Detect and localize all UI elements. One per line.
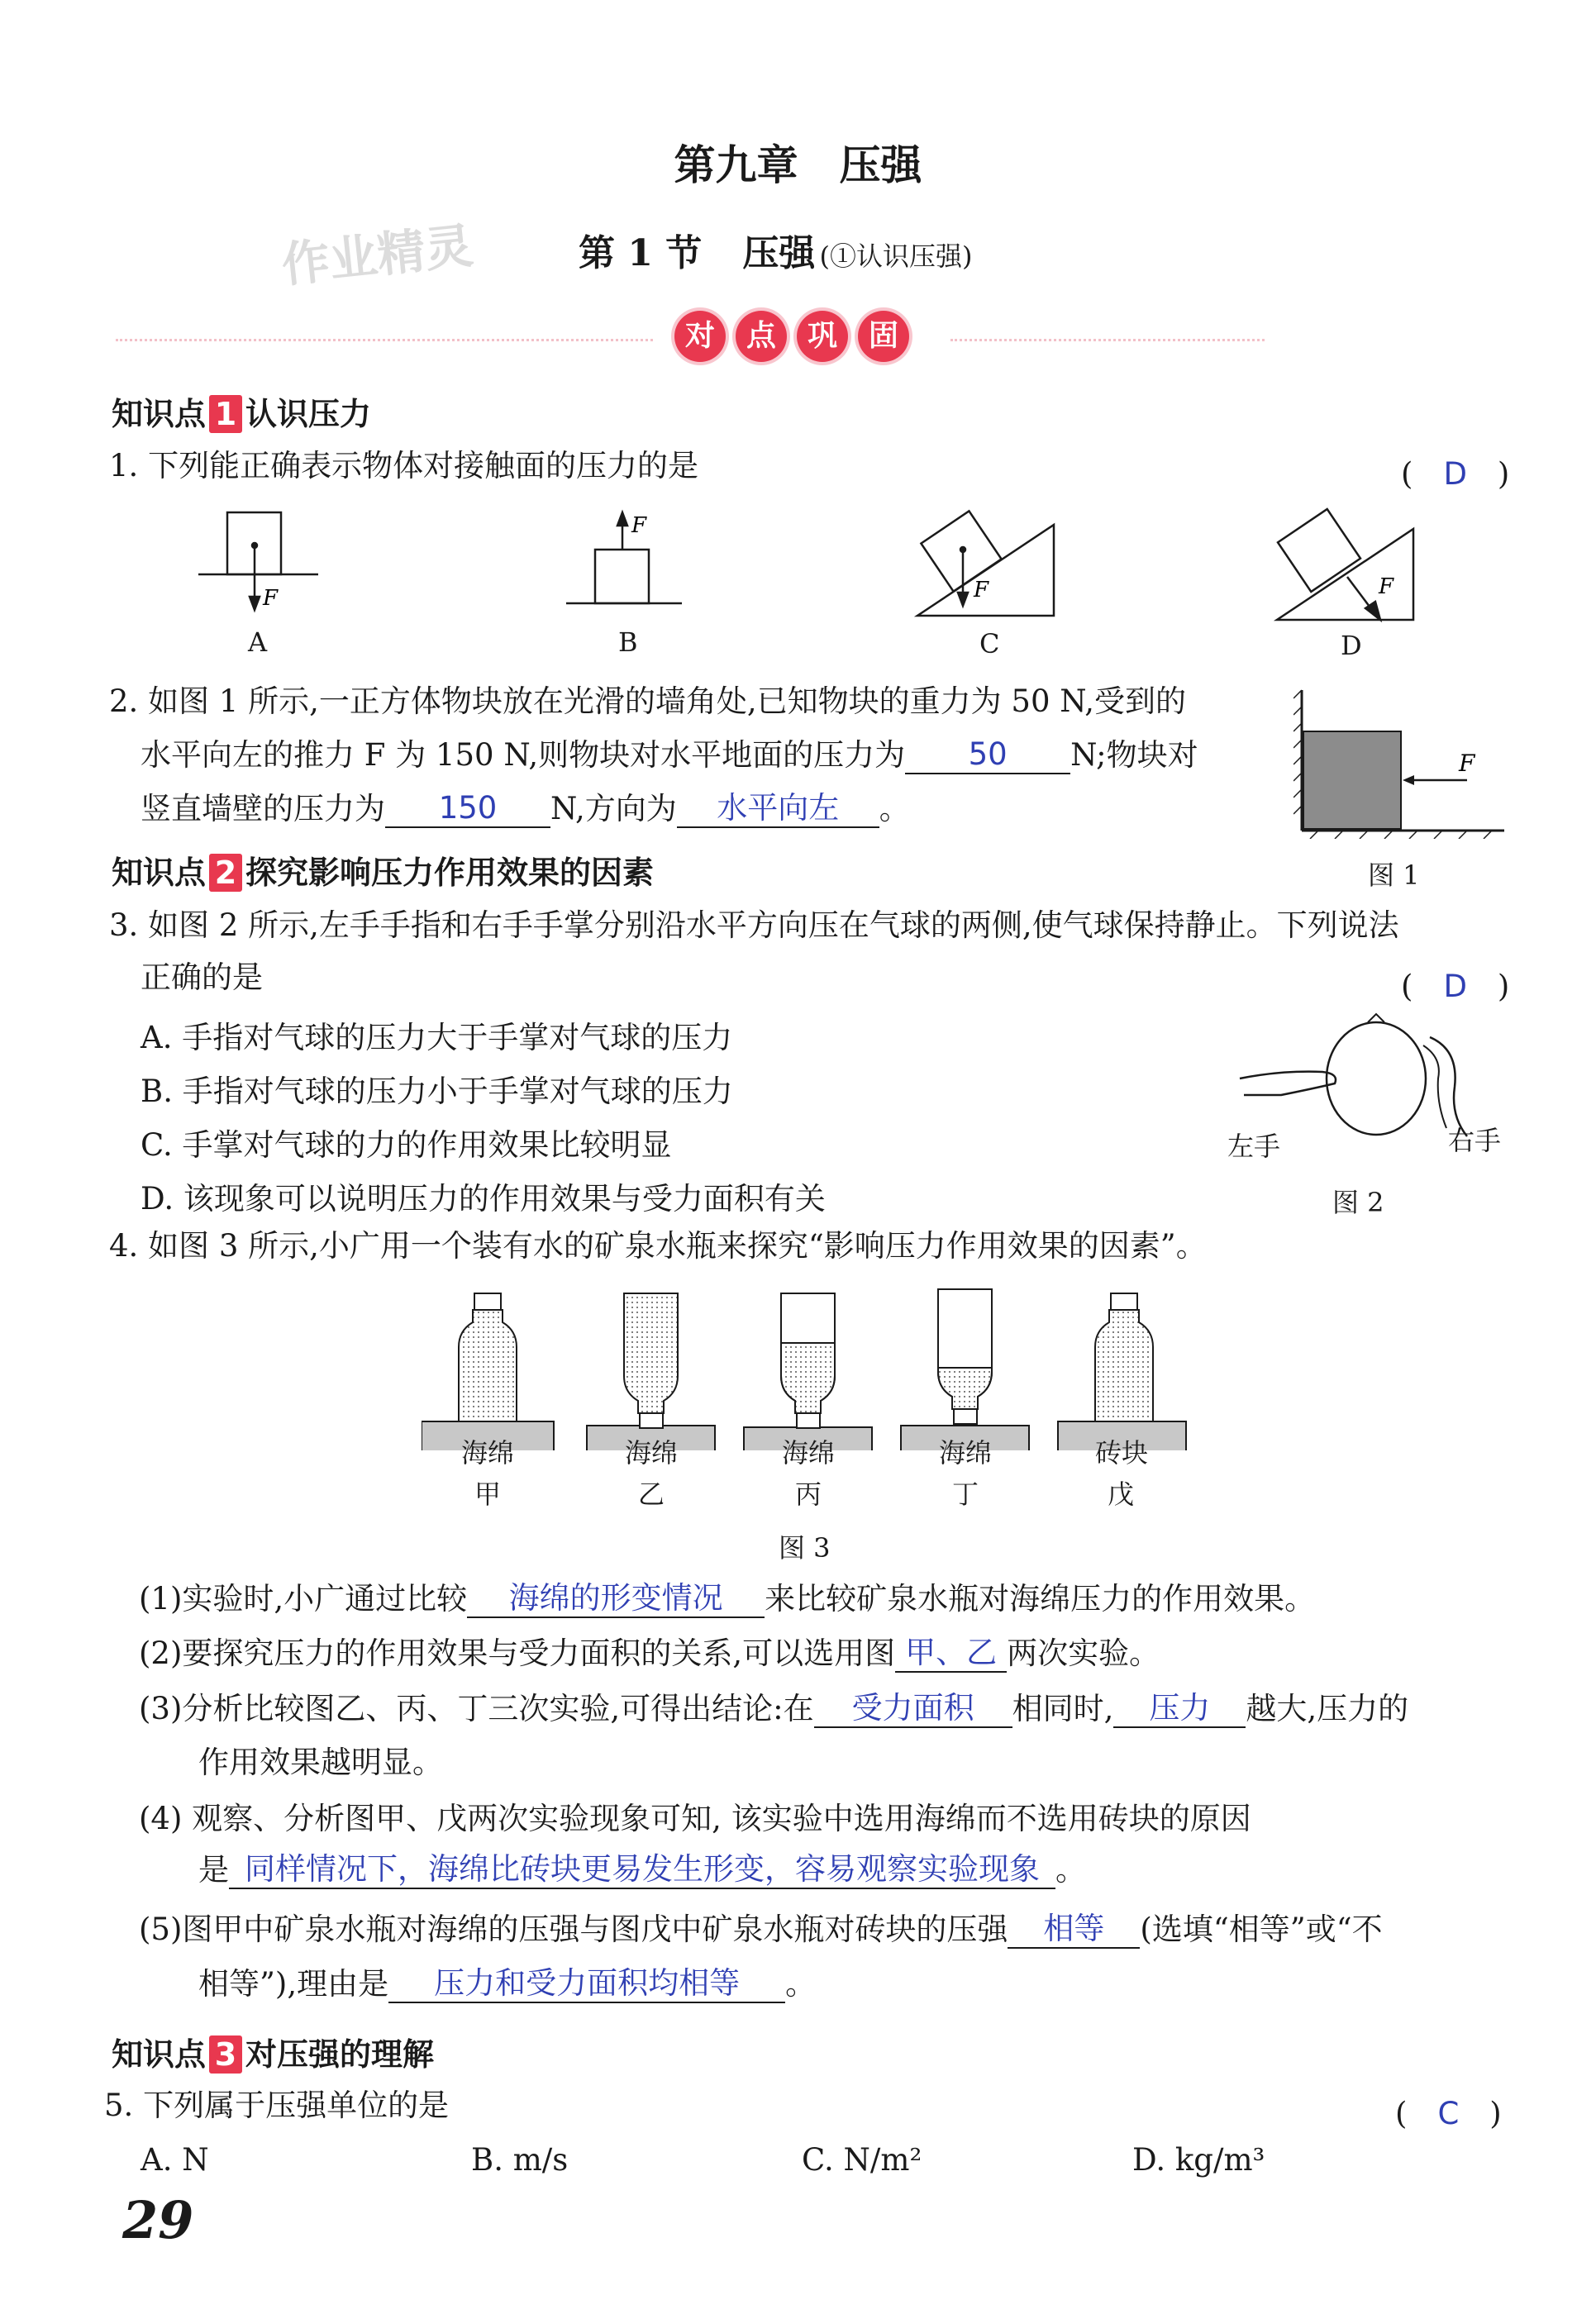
section-title: 压强: [742, 232, 816, 274]
q4-answer-3b: 压力: [1149, 1690, 1211, 1726]
label-yi: 乙: [638, 1478, 665, 1510]
q4-part3-cont: 作用效果越明显。: [198, 1745, 443, 1780]
material-yi: 海绵: [625, 1437, 679, 1469]
block-b: [595, 550, 649, 603]
force-label-b: F: [631, 513, 647, 538]
q4-stem: 4. 如图 3 所示,小广用一个装有水的矿泉水瓶来探究“影响压力作用效果的因素”。: [109, 1228, 1207, 1264]
section-heading: [579, 223, 972, 276]
q5-answer: C: [1437, 2096, 1460, 2131]
figure-3: [422, 1285, 1190, 1516]
material-ding: 海绵: [939, 1437, 993, 1469]
q2-line2: 水平向左的推力 F 为 150 N,则物块对水平地面的压力为 50 N;物块对: [141, 736, 1198, 773]
q1-label-b: B: [618, 626, 638, 658]
q1-label-d: D: [1341, 630, 1362, 661]
figure-b: [566, 512, 682, 603]
figure-3-bottles: [422, 1285, 1190, 1450]
q5-option-a: A. N: [141, 2142, 209, 2178]
figure-d: [1277, 509, 1413, 620]
chapter-title: 第九章 压强: [674, 141, 922, 189]
q3-option-d: D. 该现象可以说明压力的作用效果与受力面积有关: [141, 1181, 826, 1217]
bottle-ding: [901, 1289, 1029, 1450]
q3-line1: 3. 如图 2 所示,左手手指和右手手掌分别沿水平方向压在气球的两侧,使气球保持静止。下列说法: [109, 907, 1399, 943]
q5-stem: 5. 下列属于压强单位的是: [104, 2088, 450, 2123]
banner-char-2: 点: [736, 311, 787, 362]
q4-answer-4: 同样情况下，海绵比砖块更易发生形变，容易观察实验现象: [245, 1851, 1040, 1887]
q4-answer-3a: 受力面积: [851, 1690, 974, 1726]
q1-answer: D: [1443, 456, 1467, 492]
bottle-jia: [422, 1293, 554, 1450]
knowledge-point-2: 知识点 2 探究影响压力作用效果的因素: [112, 855, 655, 891]
banner: [669, 311, 914, 362]
section-prefix: 第 1 节: [579, 232, 703, 274]
label-ding: 丁: [952, 1478, 979, 1510]
force-label-a: F: [263, 586, 279, 611]
label-wu: 戊: [1108, 1478, 1135, 1510]
q2-line3: 竖直墙壁的压力为 150 N,方向为 水平向左 。: [141, 790, 910, 826]
q5-option-c: C. N/m²: [802, 2142, 922, 2178]
q5-option-b: B. m/s: [471, 2142, 569, 2178]
right-hand-label: 右手: [1448, 1125, 1502, 1156]
banner-char-3: 巩: [797, 311, 848, 362]
q4-part4-cont: 是 同样情况下，海绵比砖块更易发生形变，容易观察实验现象 。: [198, 1851, 1086, 1888]
material-bing: 海绵: [782, 1437, 836, 1469]
q1-figures: [182, 504, 1422, 669]
q4-answer-5a: 相等: [1043, 1911, 1105, 1946]
q4-part5: (5)图甲中矿泉水瓶对海绵的压强与图戊中矿泉水瓶对砖块的压强 相等 (选填“相等”或“不: [139, 1911, 1383, 1947]
q3-option-a: A. 手指对气球的压力大于手掌对气球的压力: [141, 1020, 733, 1055]
q4-part1: (1)实验时,小广通过比较 海绵的形变情况 来比较矿泉水瓶对海绵压力的作用效果。: [139, 1580, 1316, 1616]
q3-line2: 正确的是: [141, 959, 263, 995]
figure-1: [1293, 686, 1508, 839]
q1-stem: 1. 下列能正确表示物体对接触面的压力的是: [109, 448, 699, 483]
kp-number: 1: [209, 395, 242, 433]
q4-part2: (2)要探究压力的作用效果与受力面积的关系,可以选用图 甲、乙 两次实验。: [139, 1635, 1160, 1671]
q3-answer-bracket: ( D ): [1401, 969, 1510, 1004]
banner-char-1: 对: [674, 311, 726, 362]
knowledge-point-3: 知识点 3 对压强的理解: [112, 2036, 435, 2073]
q2-answer-direction: 水平向左: [717, 790, 840, 826]
q2-answer-ground: 50: [968, 736, 1008, 772]
kp-number: 2: [209, 854, 242, 892]
q4-part3: (3)分析比较图乙、丙、丁三次实验,可得出结论:在 受力面积 相同时, 压力 越大,压力的: [139, 1690, 1409, 1726]
material-wu: 砖块: [1095, 1437, 1149, 1469]
q4-answer-2: 甲、乙: [905, 1635, 998, 1670]
q5-answer-bracket: ( C ): [1395, 2096, 1502, 2131]
figure-a: [198, 512, 318, 610]
q3-option-c: C. 手掌对气球的力的作用效果比较明显: [141, 1127, 672, 1163]
balloon: [1327, 1022, 1426, 1135]
figure-3-caption: 图 3: [779, 1532, 831, 1564]
material-jia: 海绵: [461, 1437, 515, 1469]
label-jia: 甲: [474, 1478, 502, 1510]
section-subtitle: (①认识压强): [819, 240, 973, 272]
bottle-wu: [1058, 1293, 1186, 1450]
cube-block: [1303, 731, 1401, 829]
q3-answer: D: [1443, 969, 1467, 1004]
left-hand-label: 左手: [1227, 1131, 1281, 1162]
q1-label-a: A: [248, 626, 268, 658]
q4-part4: (4) 观察、分析图甲、戊两次实验现象可知, 该实验中选用海绵而不选用砖块的原因: [139, 1801, 1251, 1836]
label-bing: 丙: [795, 1478, 822, 1510]
q2-line1: 2. 如图 1 所示,一正方体物块放在光滑的墙角处,已知物块的重力为 50 N,受到的: [109, 683, 1187, 719]
q1-answer-bracket: ( D ): [1401, 456, 1510, 492]
watermark: 作业精灵: [279, 217, 476, 293]
q2-answer-wall: 150: [438, 790, 498, 826]
page-number: 29: [122, 2190, 194, 2250]
bottle-bing: [744, 1293, 872, 1450]
q3-option-b: B. 手指对气球的压力小于手掌对气球的压力: [141, 1074, 733, 1109]
force-label-c: F: [974, 578, 989, 602]
q4-answer-1: 海绵的形变情况: [508, 1580, 723, 1616]
figure-2-caption: 图 2: [1332, 1187, 1384, 1218]
force-arrow-d: [1347, 577, 1372, 610]
bottle-yi: [587, 1293, 715, 1450]
left-hand: [1240, 1072, 1336, 1095]
figure-1-caption: 图 1: [1368, 859, 1420, 891]
q4-answer-5b: 压力和受力面积均相等: [434, 1965, 741, 2001]
knowledge-point-1: 知识点 1 认识压力: [112, 396, 372, 432]
kp-number: 3: [209, 2035, 242, 2074]
q1-label-c: C: [979, 628, 1000, 659]
q4-part5-cont: 相等”),理由是 压力和受力面积均相等 。: [198, 1965, 817, 2002]
force-label-d: F: [1379, 574, 1394, 599]
banner-dots-right: [950, 339, 1265, 341]
banner-dots-left: [116, 339, 653, 341]
banner-char-4: 固: [858, 311, 909, 362]
push-force-label: F: [1459, 750, 1475, 777]
q5-option-d: D. kg/m³: [1132, 2142, 1265, 2178]
